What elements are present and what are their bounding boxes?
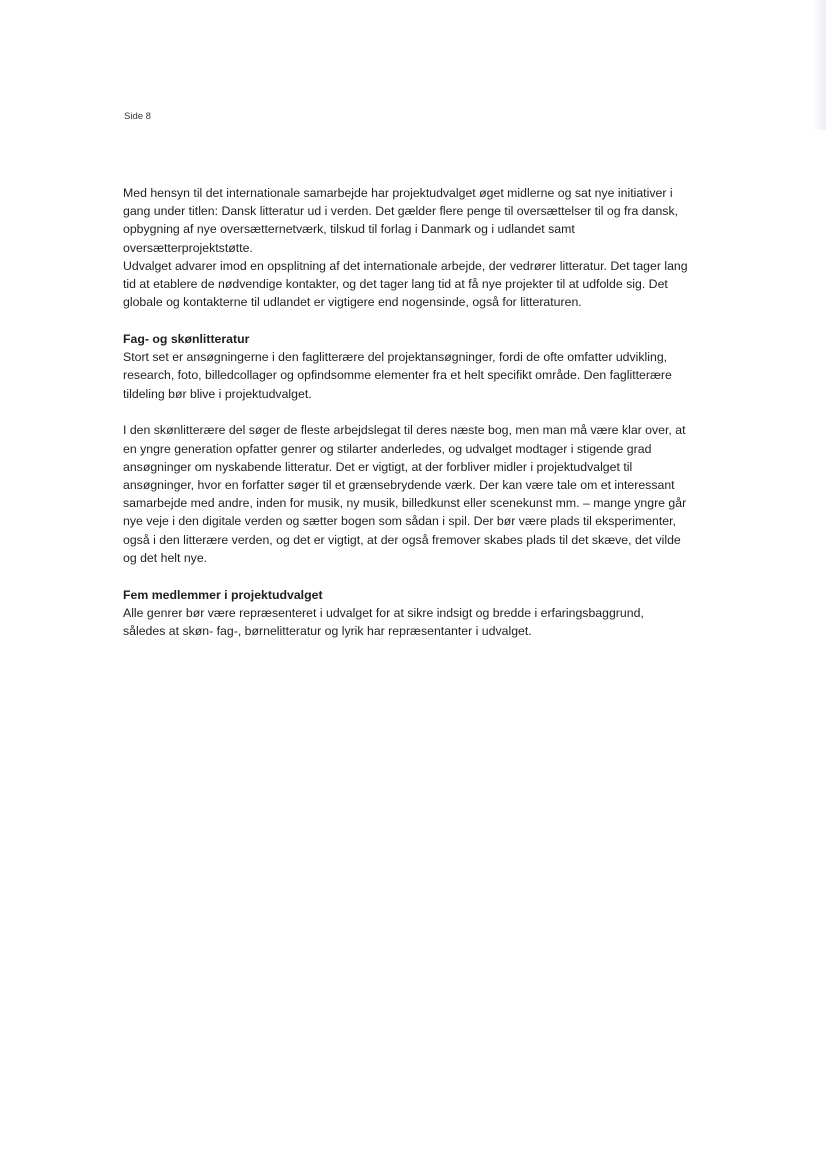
fem-paragraph-1: Alle genrer bør være repræsenteret i udvalget for at sikre indsigt og bredde i erfaringsbaggrund, således at skøn- fag-, børnelitteratur og lyrik har repræsentanter i udvalget.	[123, 605, 644, 639]
intro-paragraph-1: Med hensyn til det internationale samarbejde har projektudvalget øget midlerne og sat nye initiativer i gang under titlen: Dansk litteratur ud i verden. Det gælder flere penge til oversættelser til og fra dansk, opbygning af nye oversætternetværk, tilskud til forlag i Danmark og i udlandet samt oversætterprojektstøtte.	[123, 186, 679, 255]
page-number: Side 8	[124, 111, 151, 122]
fag-paragraph-1: Stort set er ansøgningerne i den faglitterære del projektansøgninger, fordi de ofte omfatter udvikling, research, foto, billedcollager og opfindsomme elementer fra et helt specifikt område. Den faglitterære tildeling bør blive i projektudvalget.	[123, 350, 672, 401]
paragraph-gap	[123, 403, 743, 422]
section-heading-fem-medlemmer: Fem medlemmer i projektudvalget	[123, 587, 323, 602]
document-body	[123, 184, 743, 640]
fag-paragraph-2: I den skønlitterære del søger de fleste arbejdslegat til deres næste bog, men man må være klar over, at en yngre generation opfatter genrer og stilarter anderledes, og udvalget modtager i stigende grad ansøgninger om nyskabende litteratur. Det er vigtigt, at der forbliver midler i projektudvalget til ansøgninger, hvor en forfatter søger til et grænsebrydende værk. Der kan være tale om et interessant samarbejde med andre, inden for musik, ny musik, billedkunst eller scenekunst mm. – mange yngre går nye veje i den digitale verden og sætter bogen som sådan i spil. Der bør være plads til eksperimenter, også i den litterære verden, og det er vigtigt, at der også fremover skabes plads til det skæve, det vilde og det helt nye.	[123, 423, 687, 565]
paragraph-gap	[123, 567, 743, 586]
scan-edge-shading	[812, 0, 826, 130]
intro-paragraph-2: Udvalget advarer imod en opsplitning af det internationale arbejde, der vedrører litteratur. Det tager lang tid at etablere de nødvendige kontakter, og det tager lang tid at få nye projekter til at udfolde sig. Det globale og kontakterne til udlandet er vigtigere end nogensinde, også for litteraturen.	[123, 258, 688, 310]
section-heading-fag-og-skonlitteratur: Fag- og skønlitteratur	[123, 332, 250, 347]
paragraph-gap	[123, 311, 743, 330]
